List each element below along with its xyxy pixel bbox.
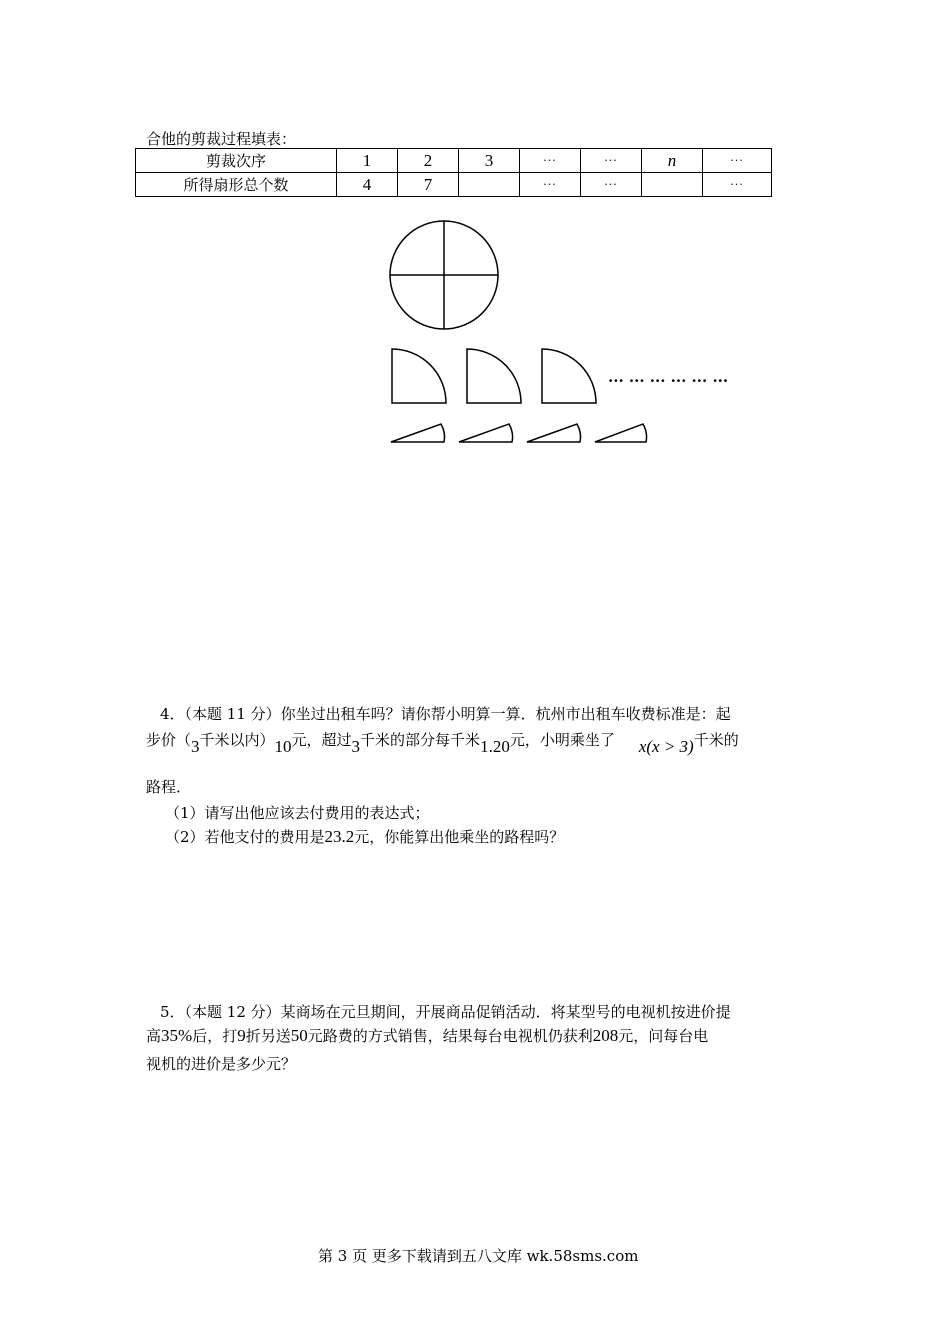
table-cell: 3 — [459, 149, 520, 173]
q4-text: 元，超过 — [291, 731, 352, 749]
q5-text: 折另送 — [245, 1027, 291, 1045]
q4-expression: x(x > 3) — [638, 737, 694, 756]
page-footer: 第 3 页 更多下载请到五八文库 wk.58sms.com — [318, 1247, 639, 1265]
table-cell: 2 — [398, 149, 459, 173]
table-cell: ··· — [520, 173, 581, 197]
q4-text: 千米的 — [693, 731, 739, 749]
q5-num-9: 9 — [237, 1026, 246, 1045]
q5-line-3: 视机的进价是多少元？ — [146, 1055, 297, 1073]
q4-num-1-20: 1.20 — [480, 737, 510, 756]
q4-num-3b: 3 — [351, 737, 361, 756]
q5-line-1: 5．（本题 12 分）某商场在元旦期间，开展商品促销活动．将某型号的电视机按进价提 — [160, 1003, 731, 1021]
q5-line-2 — [146, 1025, 708, 1046]
q4-line-1: 4．（本题 11 分）你坐过出租车吗？请你帮小明算一算．杭州市出租车收费标准是：起 — [160, 705, 731, 723]
q4-text: （2）若他支付的费用是 — [165, 828, 325, 846]
thin-sector-4 — [595, 424, 647, 442]
q4-text: 元，小明乘坐了 — [509, 731, 615, 749]
q4-text: 千米以内） — [199, 731, 275, 749]
q4-text: 元，你能算出他乘坐的路程吗？ — [354, 828, 565, 846]
q5-num-50: 50 — [290, 1026, 308, 1045]
table-cell: ··· — [581, 149, 642, 173]
q4-num-23-2: 23.2 — [324, 827, 355, 846]
table-cell: 7 — [398, 173, 459, 197]
intro-text: 合他的剪裁过程填表： — [146, 130, 297, 148]
sector-cutting-figure — [0, 0, 950, 470]
thin-sector-2 — [459, 424, 513, 442]
table-cell: 1 — [337, 149, 398, 173]
thin-sector-1 — [391, 424, 445, 442]
q4-sub-question-2 — [165, 826, 564, 847]
q5-text: 元路费的方式销售，结果每台电视机仍获利 — [307, 1027, 593, 1045]
table-cell: 所得扇形总个数 — [136, 173, 337, 197]
q5-num-35: 35% — [161, 1026, 193, 1045]
quarter-sector-3 — [542, 349, 596, 403]
quarter-sector-2 — [467, 349, 521, 403]
q4-sub-question-1: （1）请写出他应该去付费用的表达式； — [165, 804, 430, 822]
thin-sector-3 — [527, 424, 581, 442]
table-cell: ··· — [581, 173, 642, 197]
q5-text: 高 — [146, 1027, 162, 1045]
table-cell: ··· — [703, 149, 772, 173]
table-cell: ··· — [520, 149, 581, 173]
table-cell: 4 — [337, 173, 398, 197]
q5-text: 后，打 — [192, 1027, 238, 1045]
q4-text: 千米的部分每千米 — [360, 731, 481, 749]
q4-line-2 — [146, 729, 739, 756]
q4-num-3: 3 — [191, 737, 200, 756]
q4-num-10: 10 — [274, 737, 292, 756]
quarter-sector-1 — [392, 349, 446, 403]
table-cell: ··· — [703, 173, 772, 197]
table-cell: 剪裁次序 — [136, 149, 337, 173]
q4-line-3: 路程． — [146, 778, 192, 796]
q5-text: 元，问每台电 — [618, 1027, 709, 1045]
q4-text: 步价（ — [146, 731, 192, 749]
q5-num-208: 208 — [592, 1026, 619, 1045]
figure-ellipsis: ··· ··· ··· ··· ··· ··· — [608, 372, 729, 390]
table-cell: n — [642, 149, 703, 173]
